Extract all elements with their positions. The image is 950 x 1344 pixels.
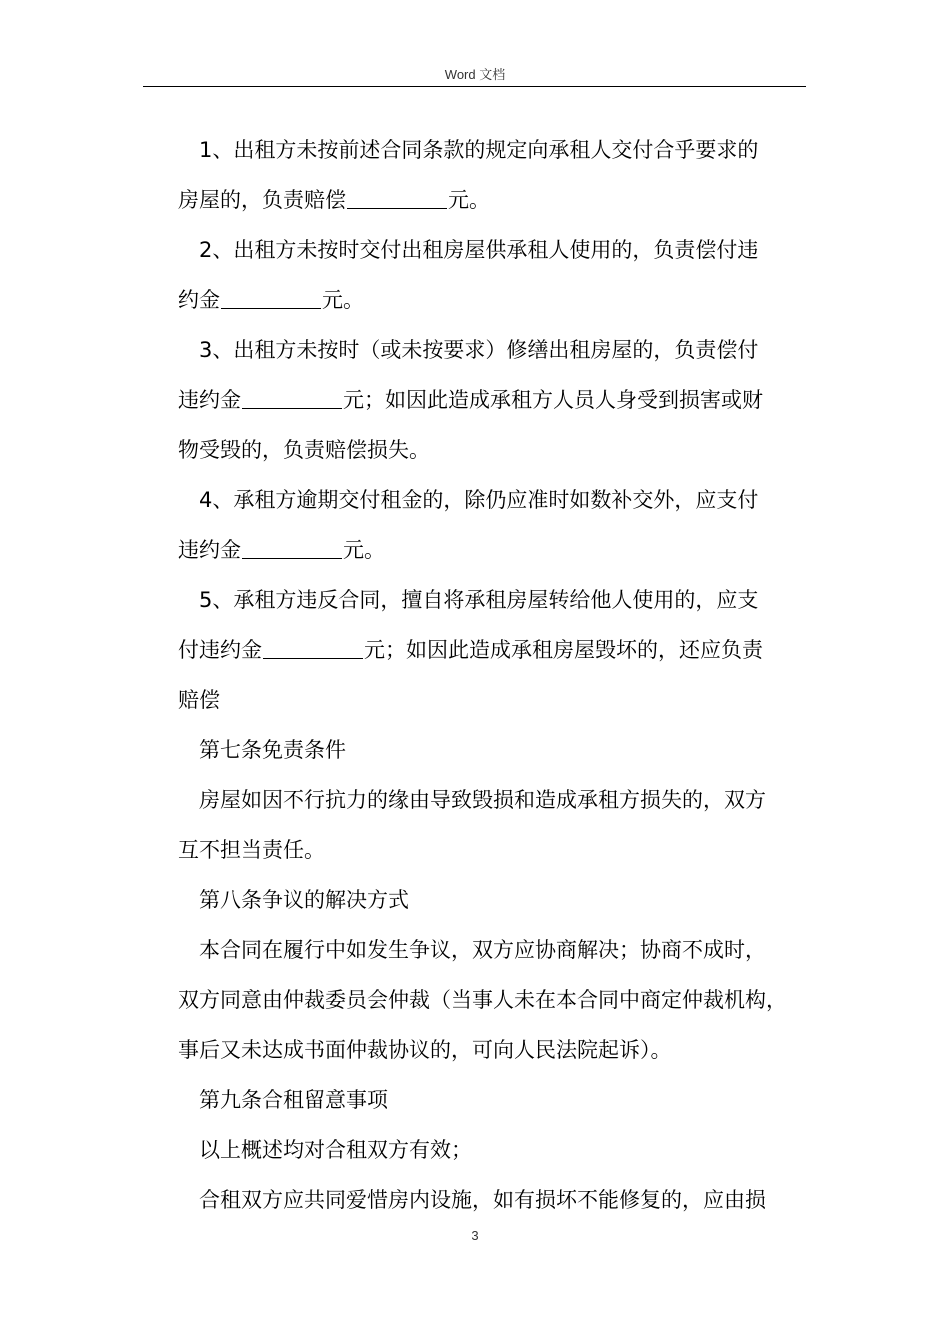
clause-4-line-2: 违约金 元。 [178, 538, 385, 562]
blank-field [242, 388, 342, 409]
page-header: Word 文档 [444, 67, 506, 82]
clause-5-line-1: 5、承租方违反合同，擅自将承租房屋转给他人使用的，应支 [199, 588, 759, 612]
header-divider [143, 86, 806, 87]
page-number: 3 [471, 1228, 479, 1243]
article-8-line-3: 事后又未达成书面仲裁协议的，可向人民法院起诉）。 [178, 1038, 672, 1062]
clause-3-line-3: 物受毁的，负责赔偿损失。 [178, 438, 430, 462]
article-7-line-2: 互不担当责任。 [178, 838, 325, 862]
clause-5-line-3: 赔偿 [178, 688, 220, 712]
article-9-heading: 第九条合租留意事项 [199, 1088, 388, 1112]
article-7-line-1: 房屋如因不行抗力的缘由导致毁损和造成承租方损失的，双方 [199, 788, 766, 812]
clause-3-line-1: 3、出租方未按时（或未按要求）修缮出租房屋的，负责偿付 [199, 338, 759, 362]
article-8-heading: 第八条争议的解决方式 [199, 888, 409, 912]
clause-2-line-1: 2、出租方未按时交付出租房屋供承租人使用的，负责偿付违 [199, 238, 759, 262]
blank-field [347, 188, 447, 209]
blank-field [263, 638, 363, 659]
article-7-heading: 第七条免责条件 [199, 738, 346, 762]
clause-4-line-1: 4、承租方逾期交付租金的，除仍应准时如数补交外，应支付 [199, 488, 759, 512]
blank-field [242, 538, 342, 559]
article-8-line-1: 本合同在履行中如发生争议，双方应协商解决；协商不成时， [199, 938, 766, 962]
blank-field [221, 288, 321, 309]
article-9-line-1: 以上概述均对合租双方有效； [199, 1138, 472, 1162]
clause-1-line-1: 1、出租方未按前述合同条款的规定向承租人交付合乎要求的 [199, 138, 759, 162]
clause-2-line-2: 约金 元。 [178, 288, 364, 312]
article-8-line-2: 双方同意由仲裁委员会仲裁（当事人未在本合同中商定仲裁机构， [178, 988, 787, 1012]
clause-1-line-2: 房屋的，负责赔偿 元。 [178, 188, 490, 212]
article-9-line-2: 合租双方应共同爱惜房内设施，如有损坏不能修复的，应由损 [199, 1188, 766, 1212]
clause-5-line-2: 付违约金 元；如因此造成承租房屋毁坏的，还应负责 [178, 638, 763, 662]
document-body [178, 125, 798, 1225]
clause-3-line-2: 违约金 元；如因此造成承租方人员人身受到损害或财 [178, 388, 763, 412]
